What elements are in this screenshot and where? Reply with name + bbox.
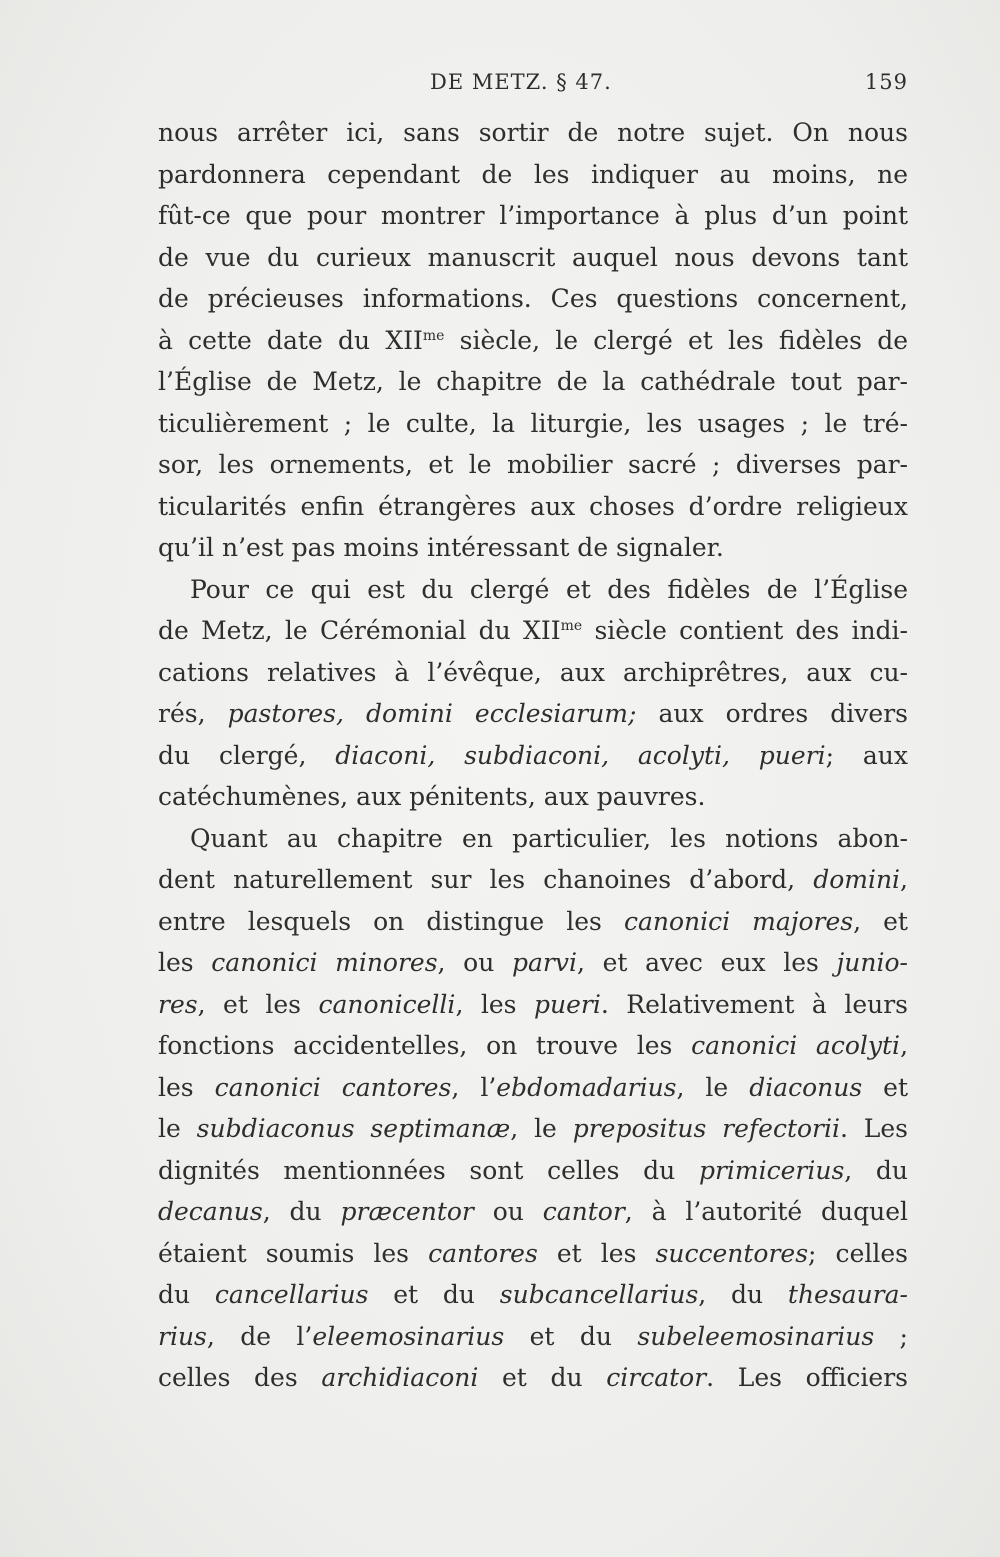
running-header [158, 70, 908, 104]
text-line: sor, les ornements, et le mobilier sacré ; diverses par- [158, 450, 908, 479]
text-line: dignités mentionnées sont celles du primicerius, du [158, 1155, 908, 1185]
page-number: 159 [864, 70, 908, 94]
text-line: fût-ce que pour montrer l’importance à plus d’un point [158, 201, 908, 230]
text-line: pardonnera cependant de les indiquer au moins, ne [158, 159, 908, 189]
text-line: les canonici minores, ou parvi, et avec eux les junio- [158, 948, 908, 977]
text-line: rés, pastores, domini ecclesiarum; aux ordres divers [158, 699, 909, 728]
text-line: Quant au chapitre en particulier, les notions abon- [190, 823, 908, 853]
text-line: de vue du curieux manuscrit auquel nous devons tant [158, 242, 908, 272]
text-line: qu’il n’est pas moins intéressant de signaler. [158, 533, 724, 562]
running-title: DE METZ. § 47. [430, 70, 612, 94]
text-line: Pour ce qui est du clergé et des fidèles de l’Église [190, 574, 908, 604]
text-line: decanus, du præcentor ou cantor, à l’autorité duquel [158, 1197, 909, 1226]
text-line: du cancellarius et du subcancellarius, du thesaura- [158, 1280, 908, 1309]
text-line: ticularités enfin étrangères aux choses d’ordre religieux [158, 491, 908, 521]
text-line: du clergé, diaconi, subdiaconi, acolyti, pueri; aux [158, 740, 908, 770]
text-line: l’Église de Metz, le chapitre de la cathédrale tout par- [158, 367, 908, 396]
text-line: à cette date du $XII^{me}$ siècle, le clergé et les fidèles de [158, 325, 909, 355]
text-line: entre lesquels on distingue les canonici majores, et [158, 906, 908, 936]
text-line: dent naturellement sur les chanoines d’abord, domini, [158, 865, 908, 894]
text-line: res, et les canonicelli, les pueri. Relativement à leurs [158, 989, 908, 1019]
text-line: catéchumènes, aux pénitents, aux pauvres. [158, 782, 706, 811]
text-line: les canonici cantores, l’ebdomadarius, le diaconus et [158, 1072, 908, 1102]
text-line: cations relatives à l’évêque, aux archiprêtres, aux cu- [158, 657, 908, 687]
text-line: rius, de l’eleemosinarius et du subeleemosinarius ; [158, 1321, 908, 1351]
text-line: nous arrêter ici, sans sortir de notre sujet. On nous [158, 118, 908, 147]
text-line: étaient soumis les cantores et les succentores; celles [158, 1238, 908, 1268]
body-text [158, 112, 908, 1399]
text-line: de précieuses informations. Ces questions concernent, [158, 284, 908, 313]
text-line: ticulièrement ; le culte, la liturgie, les usages ; le tré- [158, 408, 908, 438]
text-line: de Metz, le Cérémonial du $XII^{me}$ siècle contient des indi- [158, 616, 908, 645]
text-line: le subdiaconus septimanæ, le prepositus refectorii. Les [158, 1114, 908, 1143]
text-line: celles des archidiaconi et du circator. Les officiers [158, 1363, 909, 1392]
text-line: fonctions accidentelles, on trouve les canonici acolyti, [158, 1031, 909, 1060]
